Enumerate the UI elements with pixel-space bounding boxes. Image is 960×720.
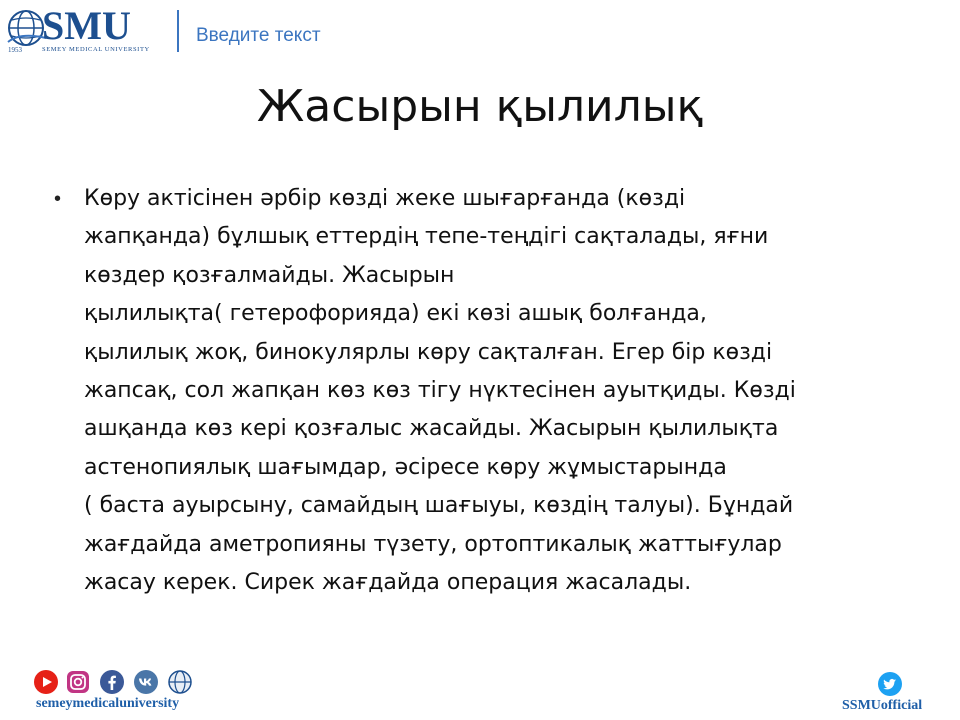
header-text-placeholder[interactable]: Введите текст: [196, 25, 321, 46]
text-line: астенопиялық шағымдар, әсіресе көру жұмыстарында: [84, 454, 727, 480]
logo-name: SMU: [42, 3, 131, 48]
text-line: жапсақ, сол жапқан көз көз тігу нүктесінен ауытқиды. Көзді: [84, 378, 796, 404]
text-line: жағдайда аметропияны түзету, ортоптикалық жаттығулар: [84, 531, 782, 557]
youtube-icon[interactable]: [34, 670, 58, 694]
twitter-icon[interactable]: [878, 672, 902, 696]
bullet-text: [84, 180, 914, 602]
text-line: Көру актісінен әрбір көзді жеке шығарғанда (көзді: [84, 186, 686, 211]
text-line: жапқанда) бұлшық еттердің тепе-теңдігі сақталады, яғни: [84, 224, 769, 250]
smu-logo: [6, 3, 158, 54]
facebook-icon[interactable]: [100, 670, 124, 694]
slide-content: [54, 180, 914, 602]
logo-subtitle: SEMEY MEDICAL UNIVERSITY: [42, 46, 150, 53]
slide-header: [0, 0, 960, 60]
text-line: ( баста ауырсыну, самайдың шағыуы, көздің талуы). Бұндай: [84, 493, 794, 519]
instagram-icon[interactable]: [66, 670, 90, 694]
footer-handle-right[interactable]: SSMUofficial: [842, 698, 923, 713]
footer-social-links: [30, 670, 230, 718]
header-divider: [177, 10, 179, 52]
footer-handle-left[interactable]: semeymedicaluniversity: [36, 696, 180, 711]
text-line: қылилықта( гетерофорияда) екі көзі ашық болғанда,: [84, 301, 707, 327]
footer-twitter: [834, 672, 954, 718]
text-line: жасау керек. Сирек жағдайда операция жасалады.: [84, 570, 692, 596]
text-line: ашқанда көз кері қозғалыс жасайды. Жасырын қылилықта: [84, 416, 779, 442]
vk-icon[interactable]: [134, 670, 158, 694]
logo-year: 1953: [8, 46, 22, 54]
text-line: көздер қозғалмайды. Жасырын: [84, 262, 455, 288]
bullet-icon: •: [54, 188, 62, 210]
slide-title: Жасырын қылилық: [256, 81, 704, 132]
website-icon[interactable]: [168, 670, 192, 694]
text-line: қылилық жоқ, бинокулярлы көру сақталған. Егер бір көзді: [84, 339, 773, 365]
